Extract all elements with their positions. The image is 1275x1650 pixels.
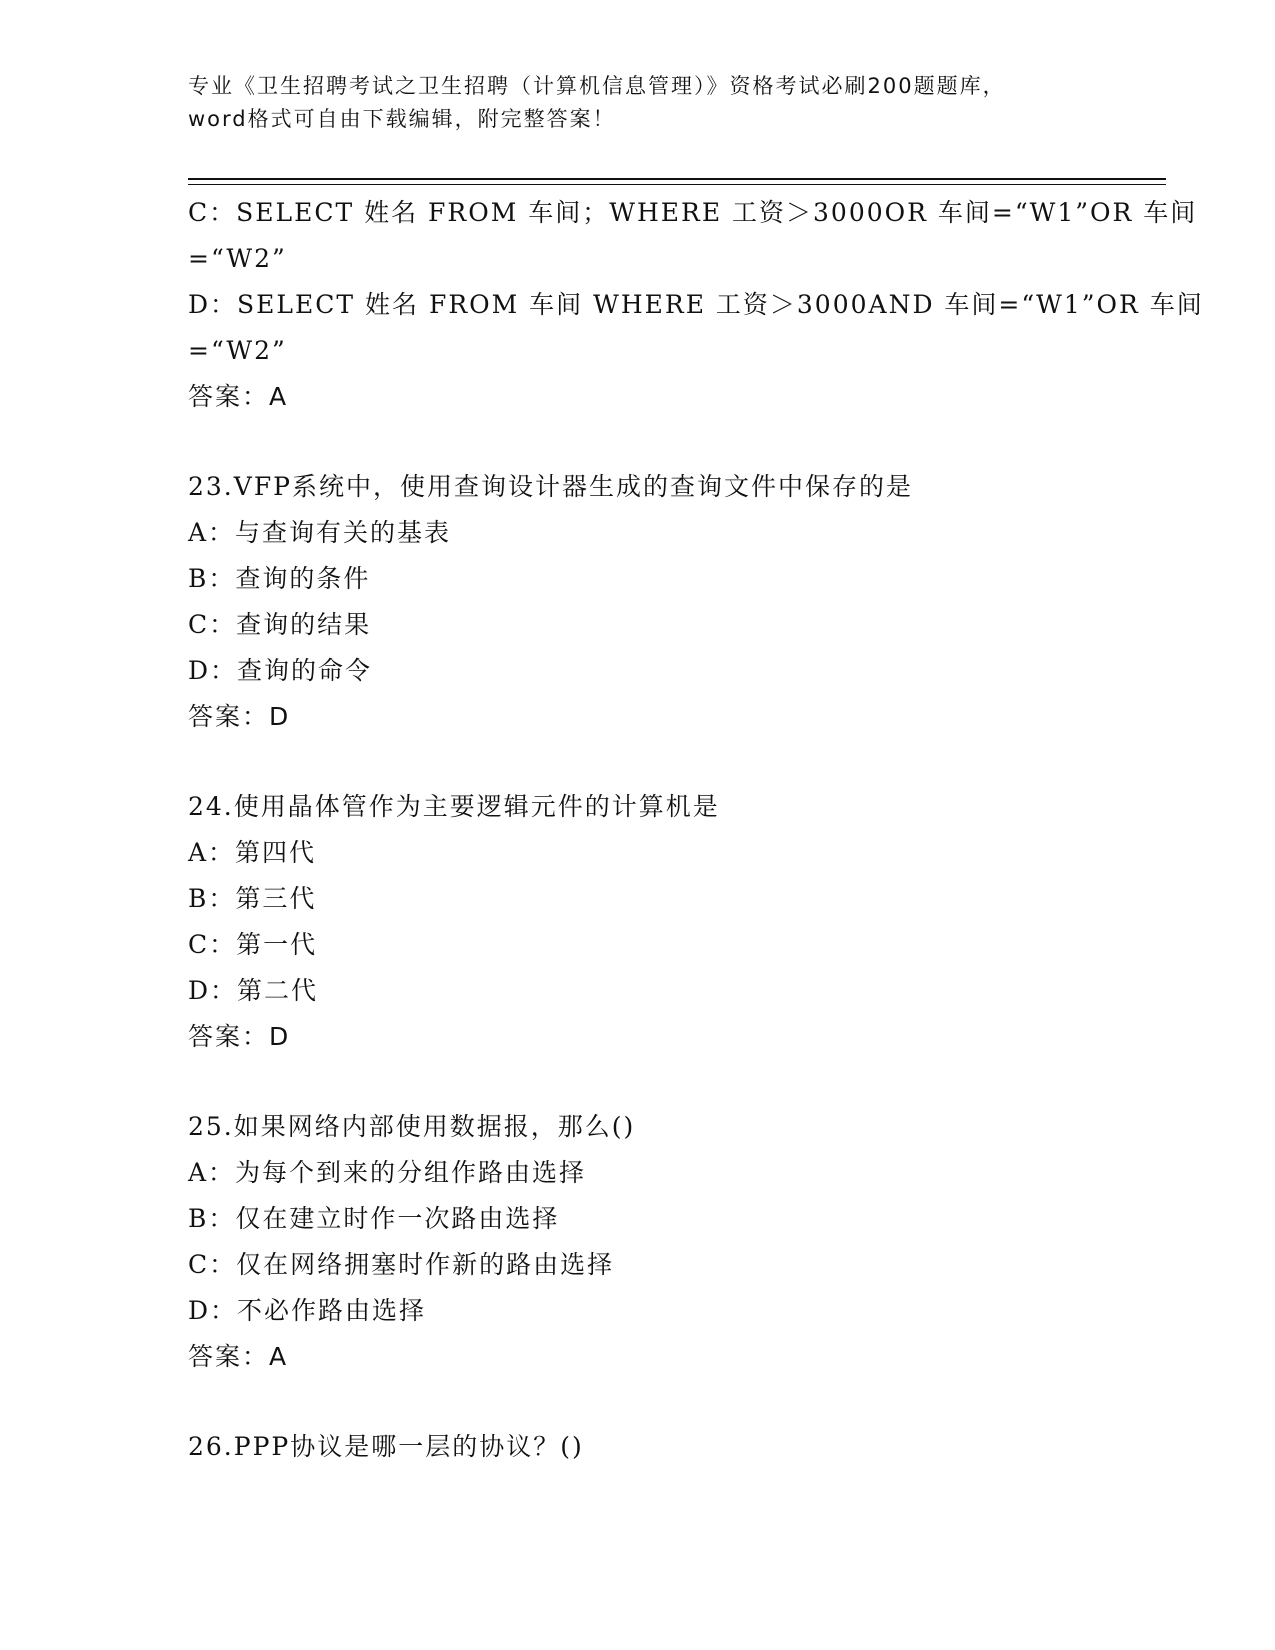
option-line: D：SELECT 姓名 FROM 车间 WHERE 工资＞3000AND 车间=“W1”OR 车间 <box>188 290 1204 319</box>
answer-line: 答案：D <box>188 702 291 731</box>
option-a: A：与查询有关的基表 <box>188 518 452 547</box>
option-line: C：SELECT 姓名 FROM 车间；WHERE 工资＞3000OR 车间=“W1”OR 车间 <box>188 198 1198 227</box>
option-d: D：不必作路由选择 <box>188 1296 427 1325</box>
option-c: C：仅在网络拥塞时作新的路由选择 <box>188 1250 615 1279</box>
question-stem: 26.PPP协议是哪一层的协议？() <box>188 1432 584 1461</box>
option-b: B：第三代 <box>188 884 317 913</box>
option-c: C：查询的结果 <box>188 610 372 639</box>
option-d: D：第二代 <box>188 976 319 1005</box>
header-divider-thin <box>188 184 1166 185</box>
header-divider-thick <box>188 178 1166 180</box>
question-list <box>188 190 1204 1470</box>
option-a: A：第四代 <box>188 838 317 867</box>
option-b: B：查询的条件 <box>188 564 371 593</box>
header-line-1: 专业《卫生招聘考试之卫生招聘（计算机信息管理）》资格考试必刷200题题库， <box>188 74 1006 98</box>
question-23 <box>188 464 1168 740</box>
answer-line: 答案：A <box>188 382 289 411</box>
option-c: C：第一代 <box>188 930 318 959</box>
option-d: D：查询的命令 <box>188 656 373 685</box>
answer-line: 答案：A <box>188 1342 289 1371</box>
document-header <box>188 70 1088 136</box>
question-stem: 24.使用晶体管作为主要逻辑元件的计算机是 <box>188 792 720 821</box>
question-26 <box>188 1424 1168 1470</box>
continued-question <box>188 190 1204 420</box>
option-a: A：为每个到来的分组作路由选择 <box>188 1158 587 1187</box>
option-line: =“W2” <box>188 336 287 365</box>
question-24 <box>188 784 1168 1060</box>
question-25 <box>188 1104 1168 1380</box>
question-stem: 23.VFP系统中，使用查询设计器生成的查询文件中保存的是 <box>188 472 913 501</box>
header-line-2: word格式可自由下载编辑，附完整答案！ <box>188 107 616 131</box>
question-stem: 25.如果网络内部使用数据报，那么() <box>188 1112 636 1141</box>
option-line: =“W2” <box>188 244 287 273</box>
answer-line: 答案：D <box>188 1022 291 1051</box>
option-b: B：仅在建立时作一次路由选择 <box>188 1204 560 1233</box>
